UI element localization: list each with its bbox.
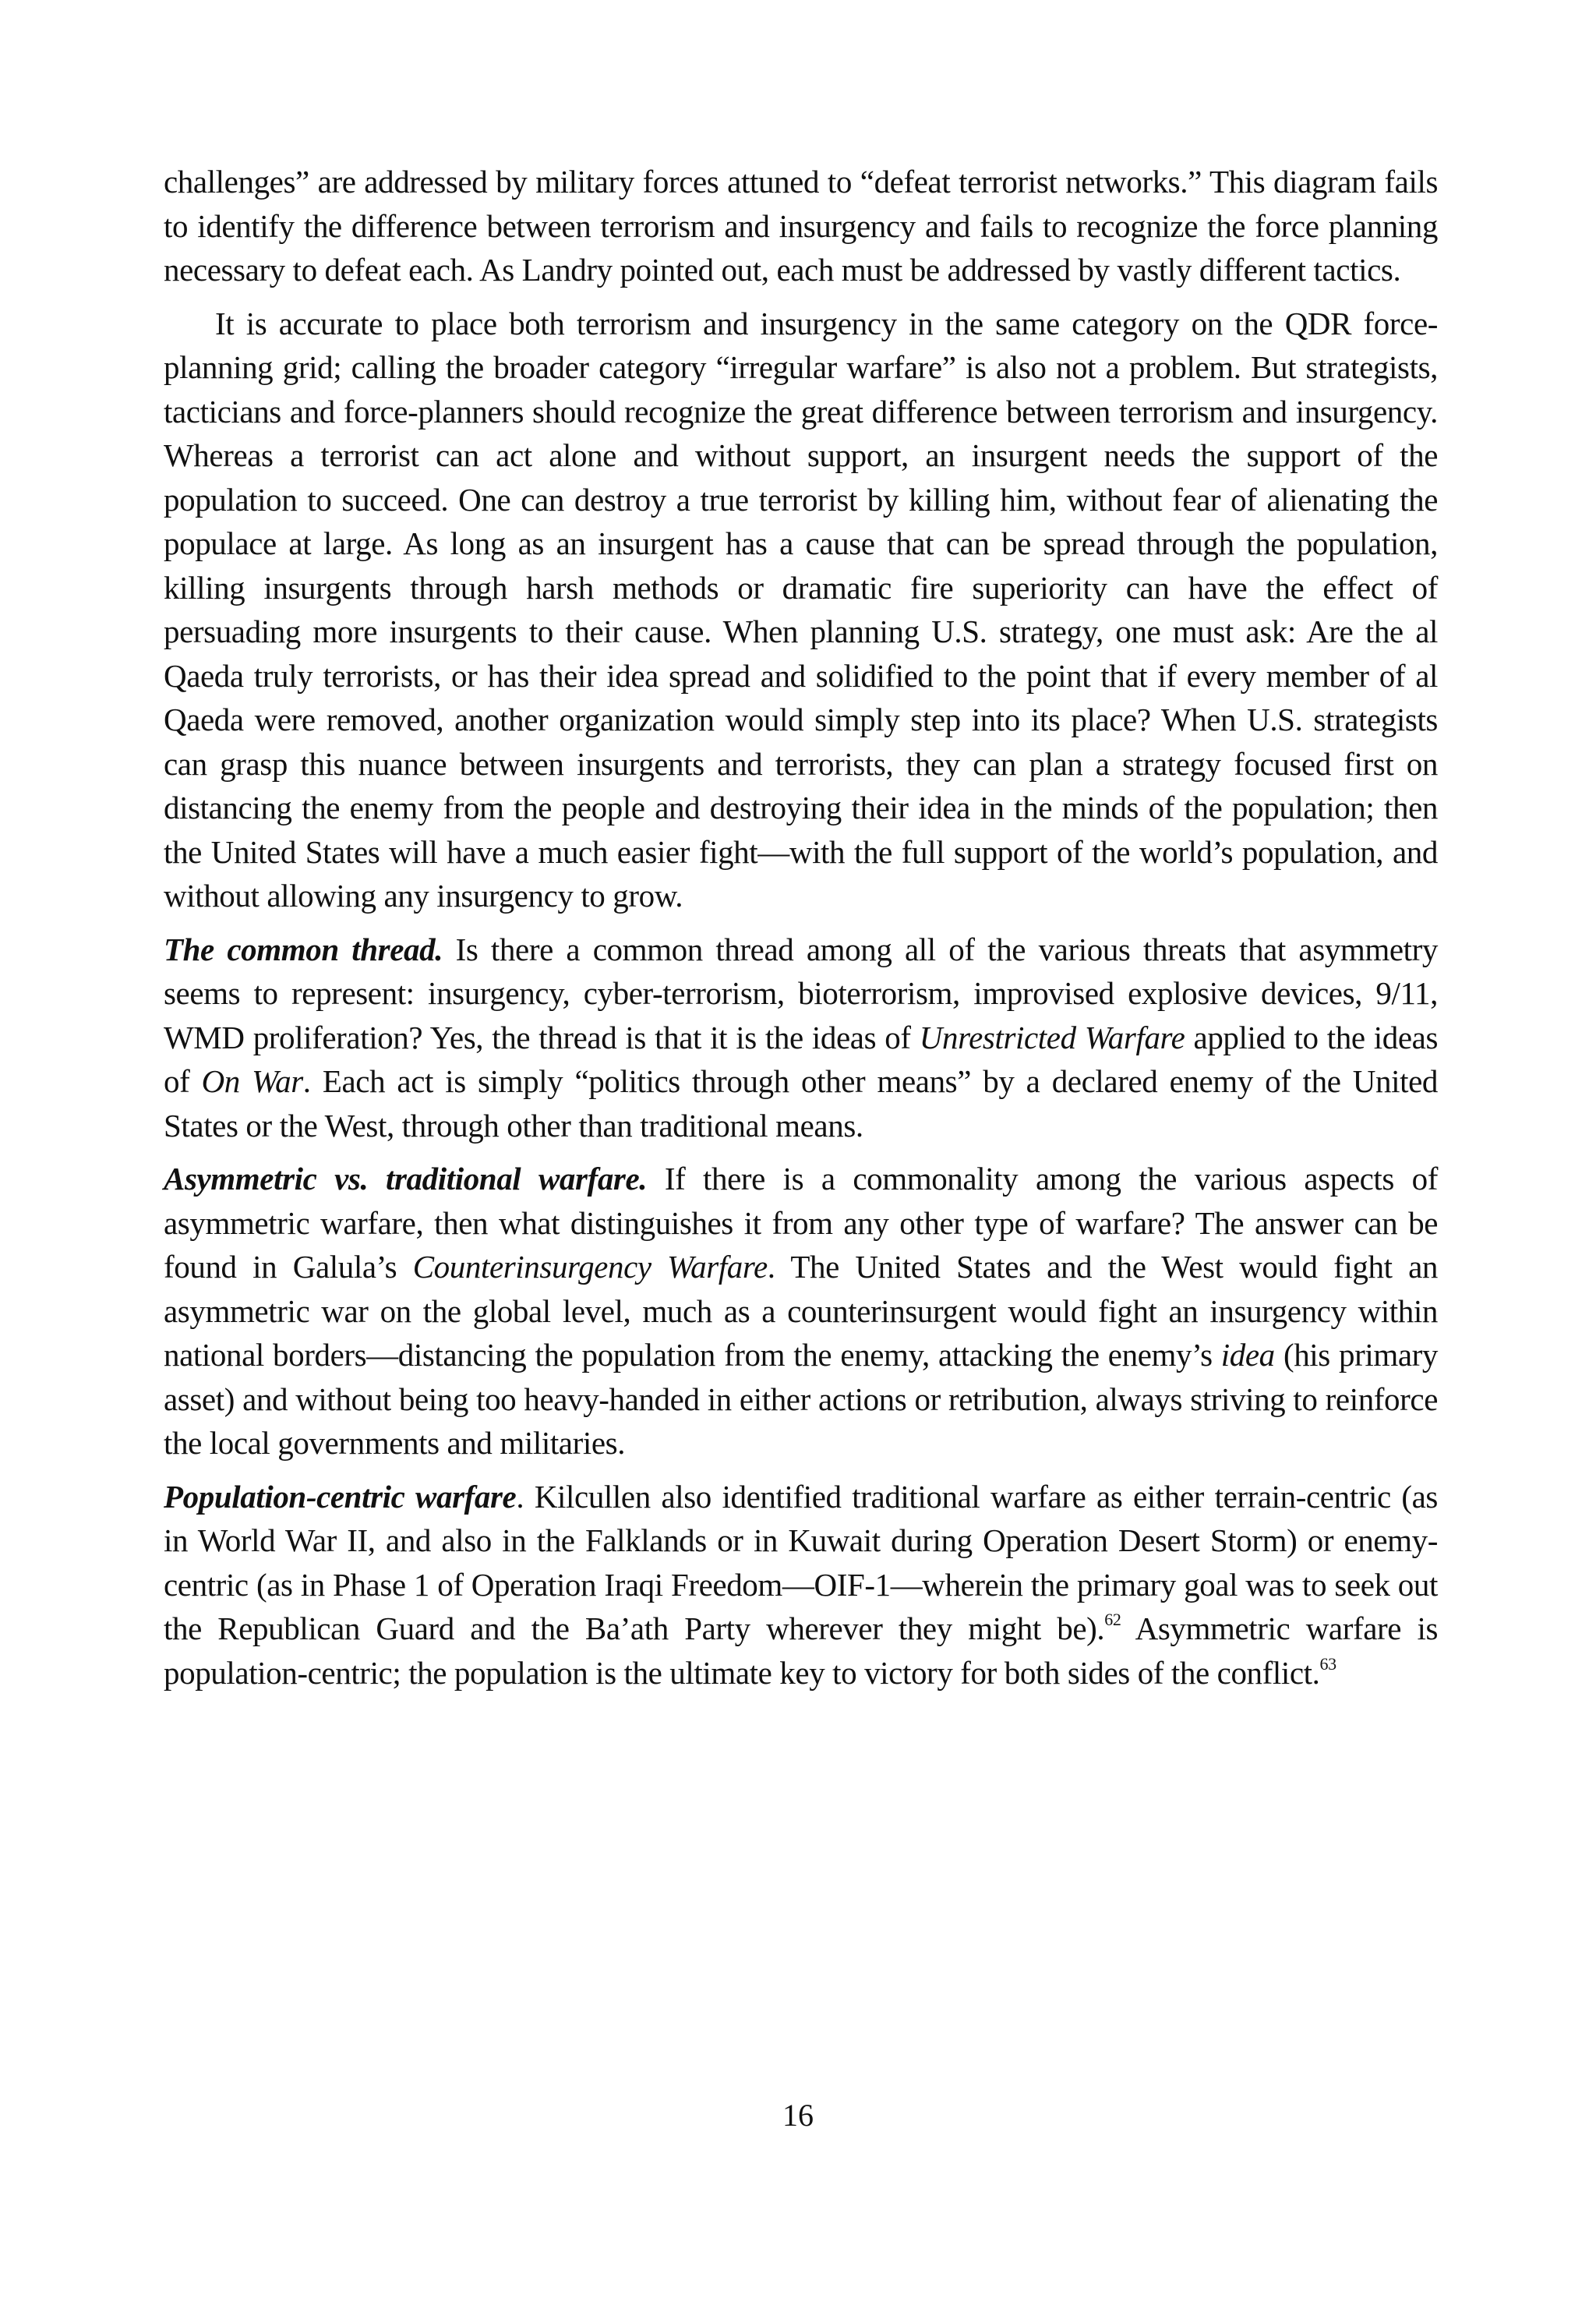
text-run: Asymmetric warfare is population-centric; the population is the ultimate key to victory for both sides of the conflict. [164,1610,1439,1691]
emphasis-idea: idea [1220,1337,1275,1373]
paragraph-common-thread [164,928,1438,1148]
text-run: Is there a common thread among all of the various threats that asymmetry seems to represent: insurgency, cyber-terrorism, bioterrorism, improvised explosive devices, 9/11, WMD proliferation? Yes, the thread is that it is the ideas of [164,931,1438,1055]
book-title-unrestricted-warfare: Unrestricted Warfare [919,1019,1185,1055]
text-run: If there is a commonality among the various aspects of asymmetric warfare, then what distinguishes it from any other type of warfare? The answer can be found in Galula’s [164,1161,1438,1285]
paragraph-asymmetric-vs-traditional [164,1157,1438,1465]
page-number: 16 [782,2098,814,2133]
text-run: . Kilcullen also identified traditional warfare as either terrain-centric (as in World War II, and also in the Falklands or in Kuwait during Operation Desert Storm) or enemy-centric (as in Phase 1 of Operation Iraqi Freedom—OIF-1—wherein the primary goal was to seek out the Republican Guard and the Ba’ath Party wherever they might be). [164,1478,1438,1646]
section-heading-common-thread: The common thread. [164,931,443,967]
paragraph-landry-tactics: challenges” are addressed by military forces attuned to “defeat terrorist networks.” This diagram fails to identify the difference between terrorism and insurgency and fails to recognize the force planning necessary to defeat each. As Landry pointed out, each must be addressed by vastly different tactics. [164,164,1438,288]
section-heading-population-centric: Population-centric warfare [164,1478,517,1515]
section-heading-asymmetric-vs-traditional: Asymmetric vs. traditional warfare. [164,1161,648,1197]
text-run: . The United States and the West would fight an asymmetric war on the global level, much as a counterinsurgent would fight an insurgency within national borders—distancing the population from the enemy, attacking the enemy’s [164,1249,1438,1373]
book-title-on-war: On War [201,1063,303,1099]
footnote-ref-62[interactable]: 62 [1104,1610,1121,1629]
text-run: (his primary asset) and without being too heavy-handed in either actions or retribution, always striving to reinforce the local governments and militaries. [164,1337,1438,1461]
footnote-ref-63[interactable]: 63 [1319,1653,1336,1674]
body-text [164,160,1438,1704]
text-run: applied to the ideas of [164,1019,1438,1099]
paragraph-terrorism-vs-insurgency: It is accurate to place both terrorism and insurgency in the same category on the QDR force-planning grid; calling the broader category “irregular warfare” is also not a problem. But strategists, tacticians and force-planners should recognize the great difference between terrorism and insurgency. Whereas a terrorist can act alone and without support, an insurgent needs the support of the population to succeed. One can destroy a true terrorist by killing him, without fear of alienating the populace at large. As long as an insurgent has a cause that can be spread through the population, killing insurgents through harsh methods or dramatic fire superiority can have the effect of persuading more insurgents to their cause. When planning U.S. strategy, one must ask: Are the al Qaeda truly terrorists, or has their idea spread and solidified to the point that if every member of al Qaeda were removed, another organization would simply step into its place? When U.S. strategists can grasp this nuance between insurgents and terrorists, they can plan a strategy focused first on distancing the enemy from the people and destroying their idea in the minds of the population; then the United States will have a much easier fight—with the full support of the world’s population, and without allowing any insurgency to grow. [164,305,1438,914]
text-run: . Each act is simply “politics through other means” by a declared enemy of the United States or the West, through other than traditional means. [164,1063,1438,1144]
paragraph-population-centric [164,1475,1438,1695]
book-title-counterinsurgency-warfare: Counterinsurgency Warfare [412,1249,768,1285]
